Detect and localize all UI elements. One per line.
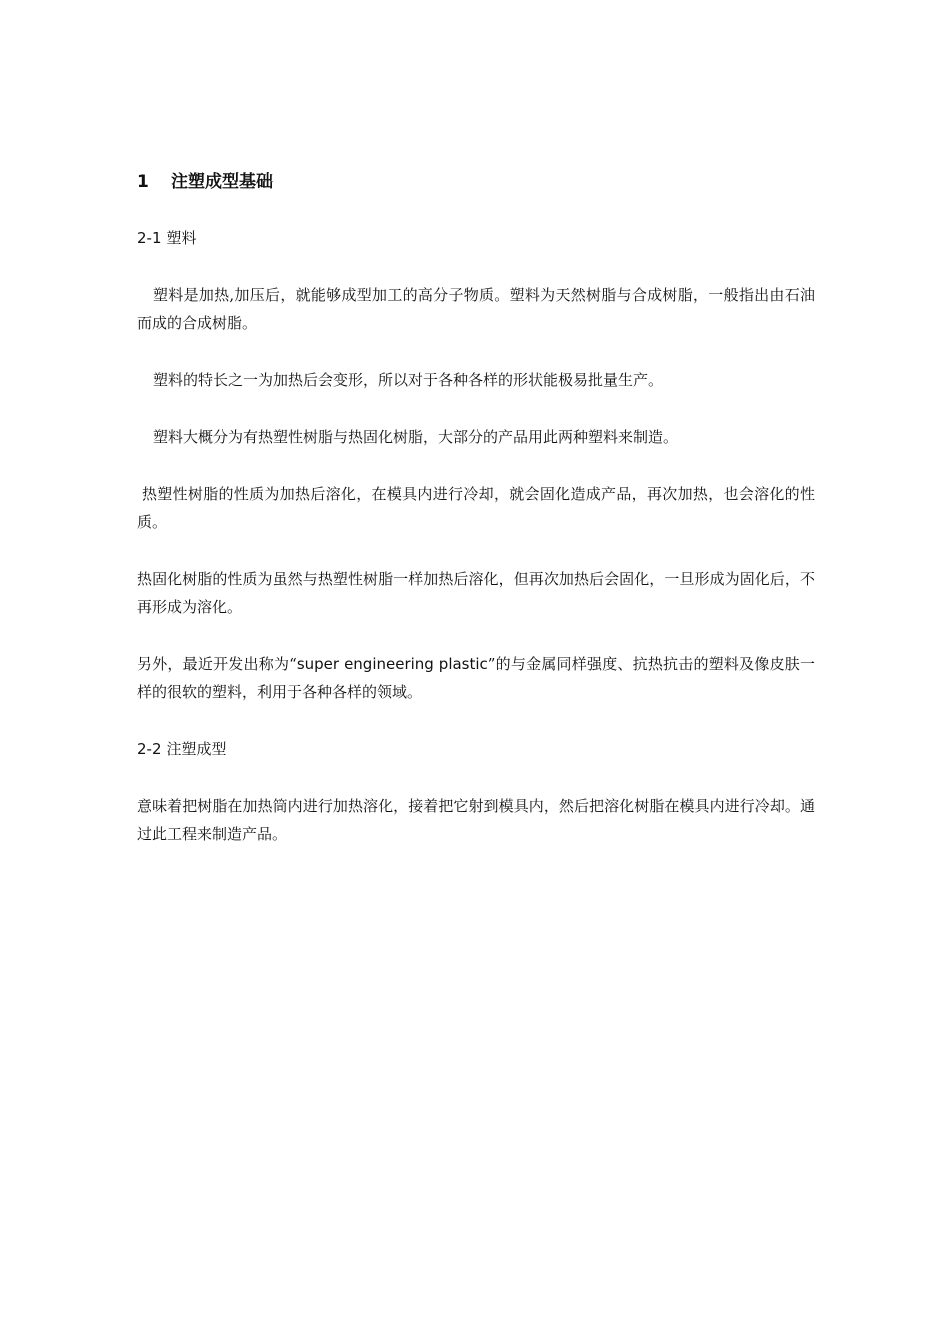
paragraph-super-engineering-plastic — [137, 650, 815, 706]
section-1-heading — [137, 168, 815, 196]
document-page — [137, 168, 815, 877]
paragraph-6-part-1: 另外，最近开发出称为“ — [137, 655, 297, 673]
section-2-2-heading — [137, 735, 815, 763]
section-2-2-title: 注塑成型 — [166, 740, 227, 758]
paragraph-6-part-2: ”的与金属同样强度、抗热抗击的塑料及像皮肤一样的很软的塑料，利用于各种各样的领域。 — [137, 655, 816, 701]
paragraph-injection-molding: 意味着把树脂在加热筒内进行加热溶化，接着把它射到模具内，然后把溶化树脂在模具内进行冷却。通过此工程来制造产品。 — [137, 797, 815, 843]
section-2-1-heading — [137, 224, 815, 252]
section-1-number: 1 — [137, 172, 149, 192]
paragraph-plastic-types: 塑料大概分为有热塑性树脂与热固化树脂，大部分的产品用此两种塑料来制造。 — [153, 428, 679, 446]
section-1-title: 注塑成型基础 — [171, 172, 273, 192]
paragraph-thermoset: 热固化树脂的性质为虽然与热塑性树脂一样加热后溶化，但再次加热后会固化，一旦形成为固化后，不再形成为溶化。 — [137, 570, 815, 616]
section-2-1-number: 2-1 — [137, 229, 162, 247]
section-2-2-number: 2-2 — [137, 740, 162, 758]
paragraph-thermoplastic: 热塑性树脂的性质为加热后溶化，在模具内进行冷却，就会固化造成产品，再次加热，也会溶化的性质。 — [137, 485, 815, 531]
paragraph-plastic-definition: 塑料是加热,加压后，就能够成型加工的高分子物质。塑料为天然树脂与合成树脂，一般指出由石油而成的合成树脂。 — [137, 286, 815, 332]
paragraph-plastic-feature: 塑料的特长之一为加热后会变形，所以对于各种各样的形状能极易批量生产。 — [153, 371, 664, 389]
super-engineering-plastic-term: super engineering plastic — [296, 655, 488, 673]
section-2-1-title: 塑料 — [166, 229, 197, 247]
